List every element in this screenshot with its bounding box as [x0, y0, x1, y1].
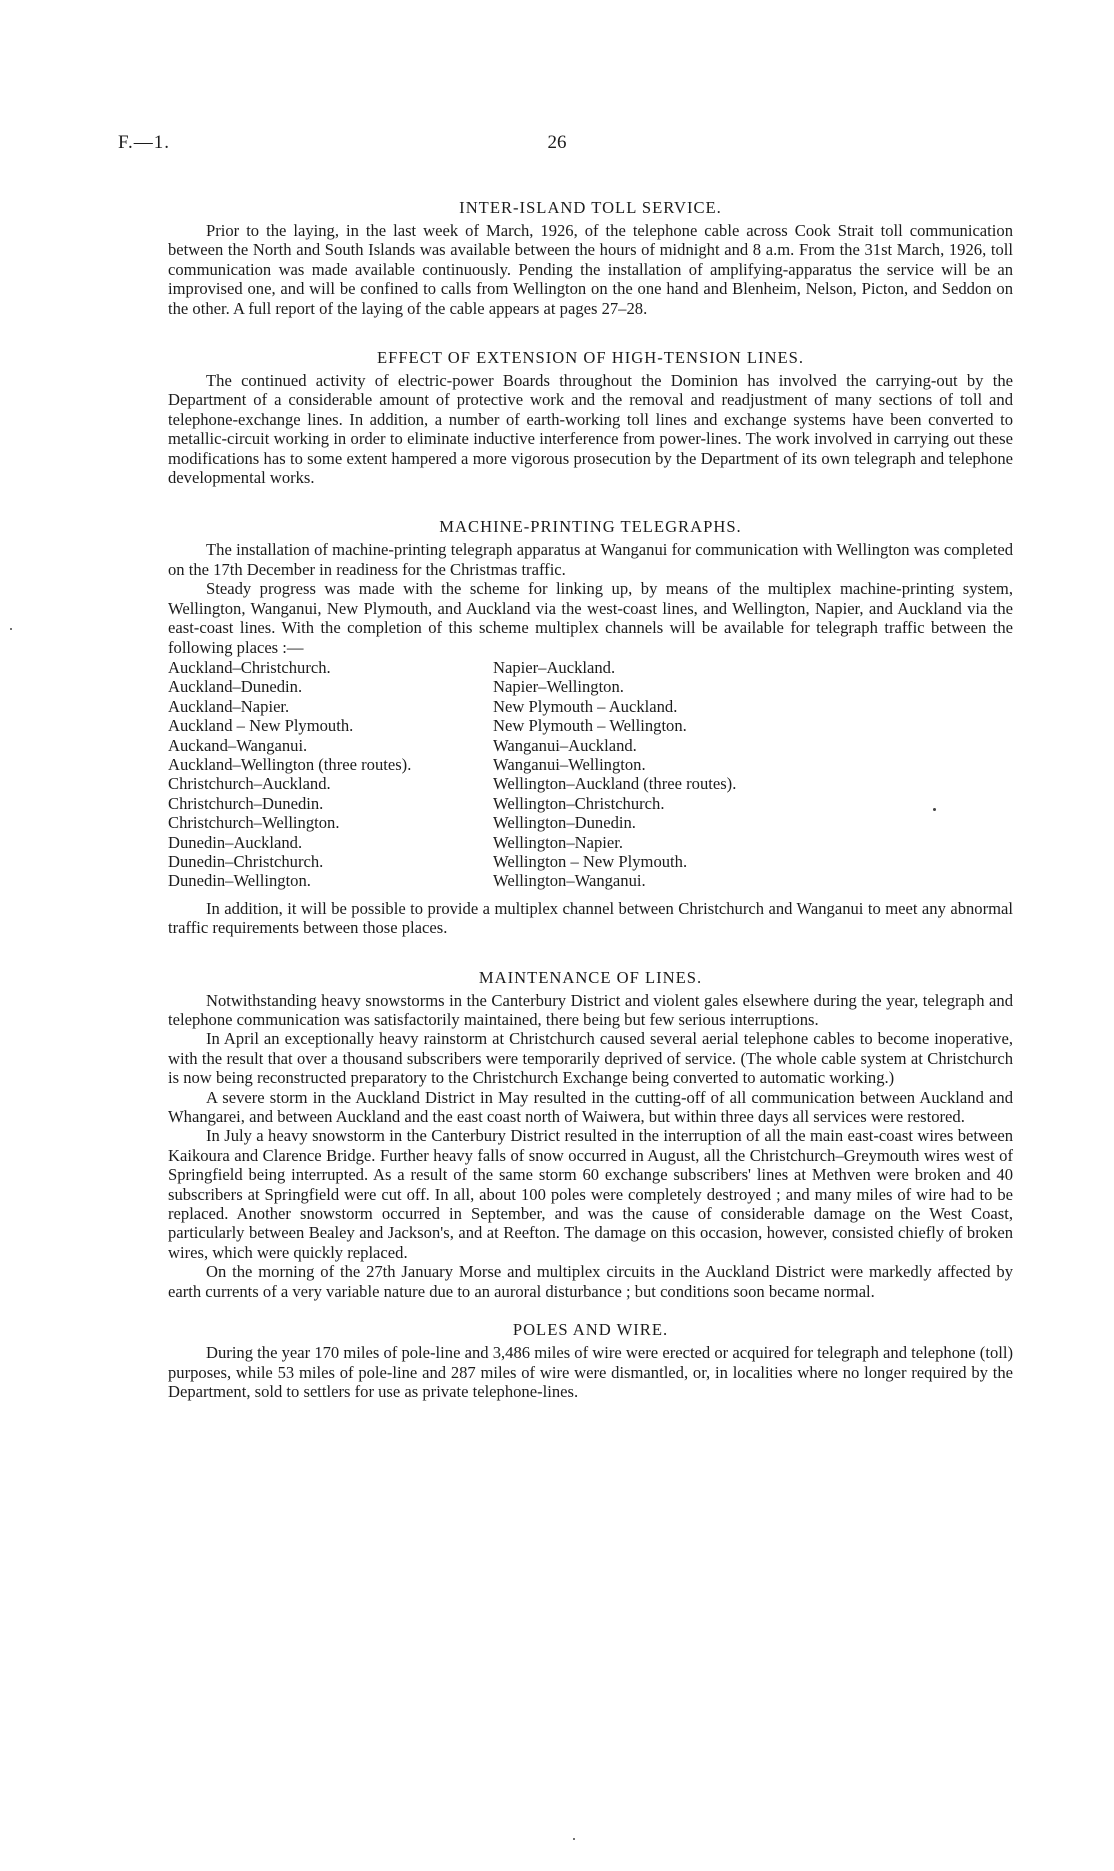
section-heading: POLES AND WIRE.	[512, 1320, 669, 1340]
paragraph: In April an exceptionally heavy rainstorm at Christchurch caused several aerial telephone cables to become inoperative, with the result that over a thousand subscribers were temporarily deprived of service. (The whole cable system at Christchurch is now being reconstructed preparatory to the Christchurch Exchange being converted to automatic working.)	[168, 1029, 1013, 1088]
list-item: Wellington–Auckland (three routes).	[493, 774, 737, 794]
paragraph: Prior to the laying, in the last week of March, 1926, of the telephone cable across Cook Strait toll communication between the North and South Islands was available between the hours of midnight and 8 a.m. From the 31st March, 1926, toll communication was made available continuously. Pending the installation of amplifying-apparatus the service will be an improvised one, and will be confined to calls from Wellington on the one hand and Blenheim, Nelson, Picton, and Seddon on the other. A full report of the laying of the cable appears at pages 27–28.	[168, 221, 1013, 318]
paragraph: Notwithstanding heavy snowstorms in the Canterbury District and violent gales elsewhere during the year, telegraph and telephone communication was satisfactorily maintained, there being but few serious interruptions.	[168, 990, 1013, 1029]
list-item: Dunedin–Auckland.	[168, 832, 303, 852]
scan-speck	[573, 1838, 575, 1840]
section-heading: MAINTENANCE OF LINES.	[478, 967, 703, 987]
paragraph: The installation of machine-printing telegraph apparatus at Wanganui for communication with Wellington was completed on the 17th December in readiness for the Christmas traffic.	[168, 540, 1013, 579]
list-item: Dunedin–Wellington.	[168, 871, 311, 891]
list-item: Wellington–Wanganui.	[493, 871, 646, 891]
list-item: Wellington–Napier.	[493, 832, 624, 852]
section-inter-island-toll-service	[168, 198, 1013, 318]
page-header	[118, 132, 996, 162]
list-item: Auckand–Wanganui.	[168, 735, 308, 755]
section-heading: MACHINE-PRINTING TELEGRAPHS.	[439, 517, 742, 537]
list-item: New Plymouth – Auckland.	[493, 696, 678, 716]
paragraph: In July a heavy snowstorm in the Canterbury District resulted in the interruption of all the main east-coast wires between Kaikoura and Clarence Bridge. Further heavy falls of snow occurred in August, all the Christchurch–Greymouth wires west of Springfield being interrupted. As a result of the same storm 60 exchange subscribers' lines at Methven were broken and 40 subscribers at Springfield were cut off. In all, about 100 poles were completely destroyed ; and many miles of wire had to be replaced. Another snowstorm occurred in September, and was the cause of considerable damage on the West Coast, particularly between Bealey and Jackson's, and at Reefton. The damage on this occasion, however, consisted chiefly of broken wires, which were quickly replaced.	[168, 1126, 1013, 1262]
paragraph: In addition, it will be possible to provide a multiplex channel between Christchurch and Wanganui to meet any abnormal traffic requirements between those places.	[168, 898, 1013, 938]
list-item: New Plymouth – Wellington.	[493, 716, 687, 736]
list-item: Auckland – New Plymouth.	[168, 716, 354, 736]
list-item: Wanganui–Wellington.	[493, 754, 646, 774]
list-item: Wellington – New Plymouth.	[493, 851, 688, 871]
list-item: Wellington–Christchurch.	[493, 793, 665, 813]
list-item: Auckland–Christchurch.	[168, 657, 331, 677]
scan-speck	[933, 808, 936, 811]
paragraph: A severe storm in the Auckland District in May resulted in the cutting-off of all communication between Auckland and Whangarei, and between Auckland and the east coast north of Waiwera, but within three days all services were restored.	[168, 1087, 1013, 1127]
section-high-tension-lines	[168, 348, 1013, 487]
paragraph: During the year 170 miles of pole-line and 3,486 miles of wire were erected or acquired for telegraph and telephone (toll) purposes, while 53 miles of pole-line and 287 miles of wire were dismantled, or, in localities where no longer required by the Department, sold to settlers for use as private telephone-lines.	[168, 1343, 1013, 1401]
page-number: 26	[547, 132, 567, 153]
section-machine-printing-telegraphs	[168, 517, 1013, 937]
document-reference: F.—1.	[118, 132, 171, 153]
list-item: Christchurch–Auckland.	[168, 774, 331, 794]
telegraph-channel-list	[168, 658, 1013, 891]
list-item: Auckland–Wellington (three routes).	[168, 754, 412, 774]
list-item: Auckland–Dunedin.	[168, 677, 303, 697]
channel-list-left-column	[168, 658, 493, 891]
section-maintenance-of-lines	[168, 968, 1013, 1302]
section-poles-and-wire	[168, 1320, 1013, 1401]
list-item: Auckland–Napier.	[168, 696, 290, 716]
paragraph: On the morning of the 27th January Morse and multiplex circuits in the Auckland District were markedly affected by earth currents of a very variable nature due to an auroral disturbance ; but conditions soon became normal.	[168, 1262, 1013, 1301]
channel-list-right-column	[493, 658, 736, 891]
page-body	[168, 198, 1013, 1401]
paragraph: Steady progress was made with the scheme for linking up, by means of the multiplex machine-printing system, Wellington, Wanganui, New Plymouth, and Auckland via the west-coast lines, and Wellington, Napier, and Auckland via the east-coast lines. With the completion of this scheme multiplex channels will be available for telegraph traffic between the following places :—	[168, 579, 1013, 657]
list-item: Wanganui–Auckland.	[493, 735, 637, 755]
list-item: Napier–Auckland.	[493, 657, 616, 677]
paragraph: The continued activity of electric-power Boards throughout the Dominion has involved the carrying-out by the Department of a considerable amount of protective work and the removal and readjustment of many sections of toll and telephone-exchange lines. In addition, a number of earth-working toll lines and exchange systems have been converted to metallic-circuit working in order to eliminate inductive interference from power-lines. The work involved in carrying out these modifications has to some extent hampered a more vigorous prosecution by the Department of its own telegraph and telephone developmental works.	[168, 371, 1013, 488]
list-item: Christchurch–Dunedin.	[168, 793, 324, 813]
list-item: Christchurch–Wellington.	[168, 813, 340, 833]
section-heading: INTER-ISLAND TOLL SERVICE.	[459, 198, 722, 217]
list-item: Napier–Wellington.	[493, 677, 624, 697]
list-item: Wellington–Dunedin.	[493, 813, 636, 833]
section-heading: EFFECT OF EXTENSION OF HIGH-TENSION LINES.	[376, 348, 805, 368]
list-item: Dunedin–Christchurch.	[168, 851, 324, 871]
scan-speck	[10, 628, 12, 630]
